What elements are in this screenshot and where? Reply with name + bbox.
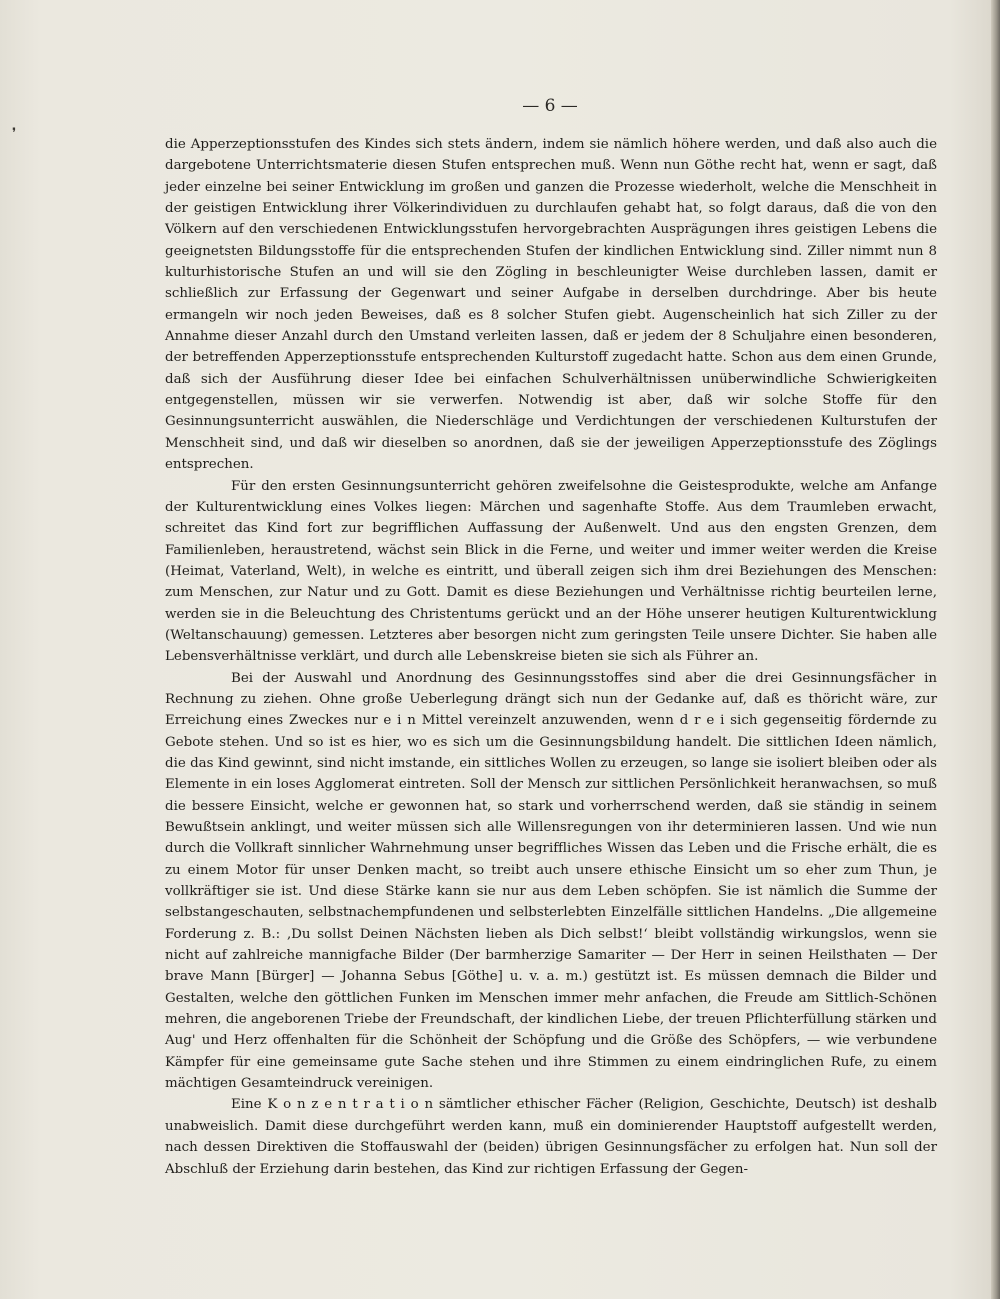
paragraph-2: Für den ersten Gesinnungsunterricht gehören zweifelsohne die Geistesprodukte, welche am Anfange der Kulturentwicklung eines Volkes liegen: Märchen und sagenhafte Stoffe. Aus dem Traumleben erwacht, schreitet das Kind fort zur begrifflichen Auffassung der Außenwelt. Und aus den engsten Grenzen, dem Familienleben, heraustretend, wächst sein Blick in die Ferne, und weiter und immer weiter werden die Kreise (Heimat, Vaterland, Welt), in welche es eintritt, und überall zeigen sich ihm drei Beziehungen des Menschen: zum Menschen, zur Natur und zu Gott. Damit es diese Beziehungen und Verhältnisse richtig beurteilen lerne, werden sie in die Beleuchtung des Christentums gerückt und an der Höhe unserer heutigen Kulturentwicklung (Weltanschauung) gemessen. Letzteres aber besorgen nicht zum geringsten Teile unsere Dichter. Sie haben alle Lebensverhältnisse verklärt, und durch alle Lebenskreise bieten sie sich als Führer an. (165, 478, 937, 665)
page-number: — 6 — (522, 96, 578, 116)
paragraph-4: Eine K o n z e n t r a t i o n sämtlicher ethischer Fächer (Religion, Geschichte, Deutsch) ist deshalb unabweislich. Damit diese durchgeführt werden kann, muß ein dominierender Hauptstoff aufgestellt werden, nach dessen Direktiven die Stoffauswahl der (beiden) übrigen Gesinnungsfächer zu erfolgen hat. Nun soll der Abschluß der Erziehung darin bestehen, das Kind zur richtigen Erfassung der Gegen- (165, 1097, 937, 1177)
margin-mark: ❜ (12, 126, 17, 141)
body-text (165, 134, 937, 1180)
paragraph-3: Bei der Auswahl und Anordnung des Gesinnungsstoffes sind aber die drei Gesinnungsfächer in Rechnung zu ziehen. Ohne große Ueberlegung drängt sich nun der Gedanke auf, daß es thöricht wäre, zur Erreichung eines Zweckes nur e i n Mittel vereinzelt anzuwenden, wenn d r e i sich gegenseitig fördernde zu Gebote stehen. Und so ist es hier, wo es sich um die Gesinnungsbildung handelt. Die sittlichen Ideen nämlich, die das Kind gewinnt, sind nicht imstande, ein sittliches Wollen zu erzeugen, so lange sie isoliert bleiben oder als Elemente in ein loses Agglomerat eintreten. Soll der Mensch zur sittlichen Persönlichkeit heranwachsen, so muß die bessere Einsicht, welche er gewonnen hat, so stark und vorherrschend werden, daß sie ständig in seinem Bewußtsein anklingt, und weiter müssen sich alle Willensregungen von ihr determinieren lassen. Und wie nun durch die Vollkraft sinnlicher Wahrnehmung unser begriffliches Wissen das Leben und die Frische erhält, die es zu einem Motor für unser Denken macht, so treibt auch unsere ethische Einsicht um so eher zum Thun, je vollkräftiger sie ist. Und diese Stärke kann sie nur aus dem Leben schöpfen. Sie ist nämlich die Summe der selbstangeschauten, selbstnachempfundenen und selbsterlebten Einzelfälle sittlichen Handelns. „Die allgemeine Forderung z. B.: ‚Du sollst Deinen Nächsten lieben als Dich selbst!‘ bleibt vollständig wirkungslos, wenn sie nicht auf zahlreiche mannigfache Bilder (Der barmherzige Samariter — Der Herr in seinen Heilsthaten — Der brave Mann [Bürger] — Johanna Sebus [Göthe] u. v. a. m.) gestützt ist. Es müssen demnach die Bilder und Gestalten, welche den göttlichen Funken im Menschen immer mehr anfachen, die Freude am Sittlich-Schönen mehren, die angeborenen Triebe der Freundschaft, der kindlichen Liebe, der treuen Pflichterfüllung stärken und Aug' und Herz offenhalten für die Schönheit der Schöpfung und die Größe des Schöpfers, — wie verbundene Kämpfer für eine gemeinsame gute Sache stehen und ihre Stimmen zu einem eindringlichen Rufe, zu einem mächtigen Gesamteindruck vereinigen. (165, 670, 937, 1092)
page-edge-shadow (991, 0, 1000, 1299)
paragraph-1: die Apperzeptionsstufen des Kindes sich stets ändern, indem sie nämlich höhere werden, und daß also auch die dargebotene Unterrichtsmaterie diesen Stufen entsprechen muß. Wenn nun Göthe recht hat, wenn er sagt, daß jeder einzelne bei seiner Entwicklung im großen und ganzen die Prozesse wiederholt, welche die Menschheit in der geistigen Entwicklung ihrer Völkerindividuen zu durchlaufen gehabt hat, so folgt daraus, daß die von den Völkern auf den verschiedenen Entwicklungsstufen hervorgebrachten Ausprägungen ihres geistigen Lebens die geeignetsten Bildungsstoffe für die entsprechenden Stufen der kindlichen Entwicklung sind. Ziller nimmt nun 8 kulturhistorische Stufen an und will sie den Zögling in beschleunigter Weise durchleben lassen, damit er schließlich zur Erfassung der Gegenwart und seiner Aufgabe in derselben durchdringe. Aber bis heute ermangeln wir noch jeden Beweises, daß es 8 solcher Stufen giebt. Augenscheinlich hat sich Ziller zu der Annahme dieser Anzahl durch den Umstand verleiten lassen, daß er jedem der 8 Schuljahre einen besonderen, der betreffenden Apperzeptionsstufe entsprechenden Kulturstoff zugedacht hatte. Schon aus dem einen Grunde, daß sich der Ausführung dieser Idee bei einfachen Schulverhältnissen unüberwindliche Schwierigkeiten entgegenstellen, müssen wir sie verwerfen. Notwendig ist aber, daß wir solche Stoffe für den Gesinnungsunterricht auswählen, die Niederschläge und Verdichtungen der verschiedenen Kulturstufen der Menschheit sind, und daß wir dieselben so anordnen, daß sie der jeweiligen Apperzeptionsstufe des Zöglings entsprechen. (165, 137, 937, 473)
